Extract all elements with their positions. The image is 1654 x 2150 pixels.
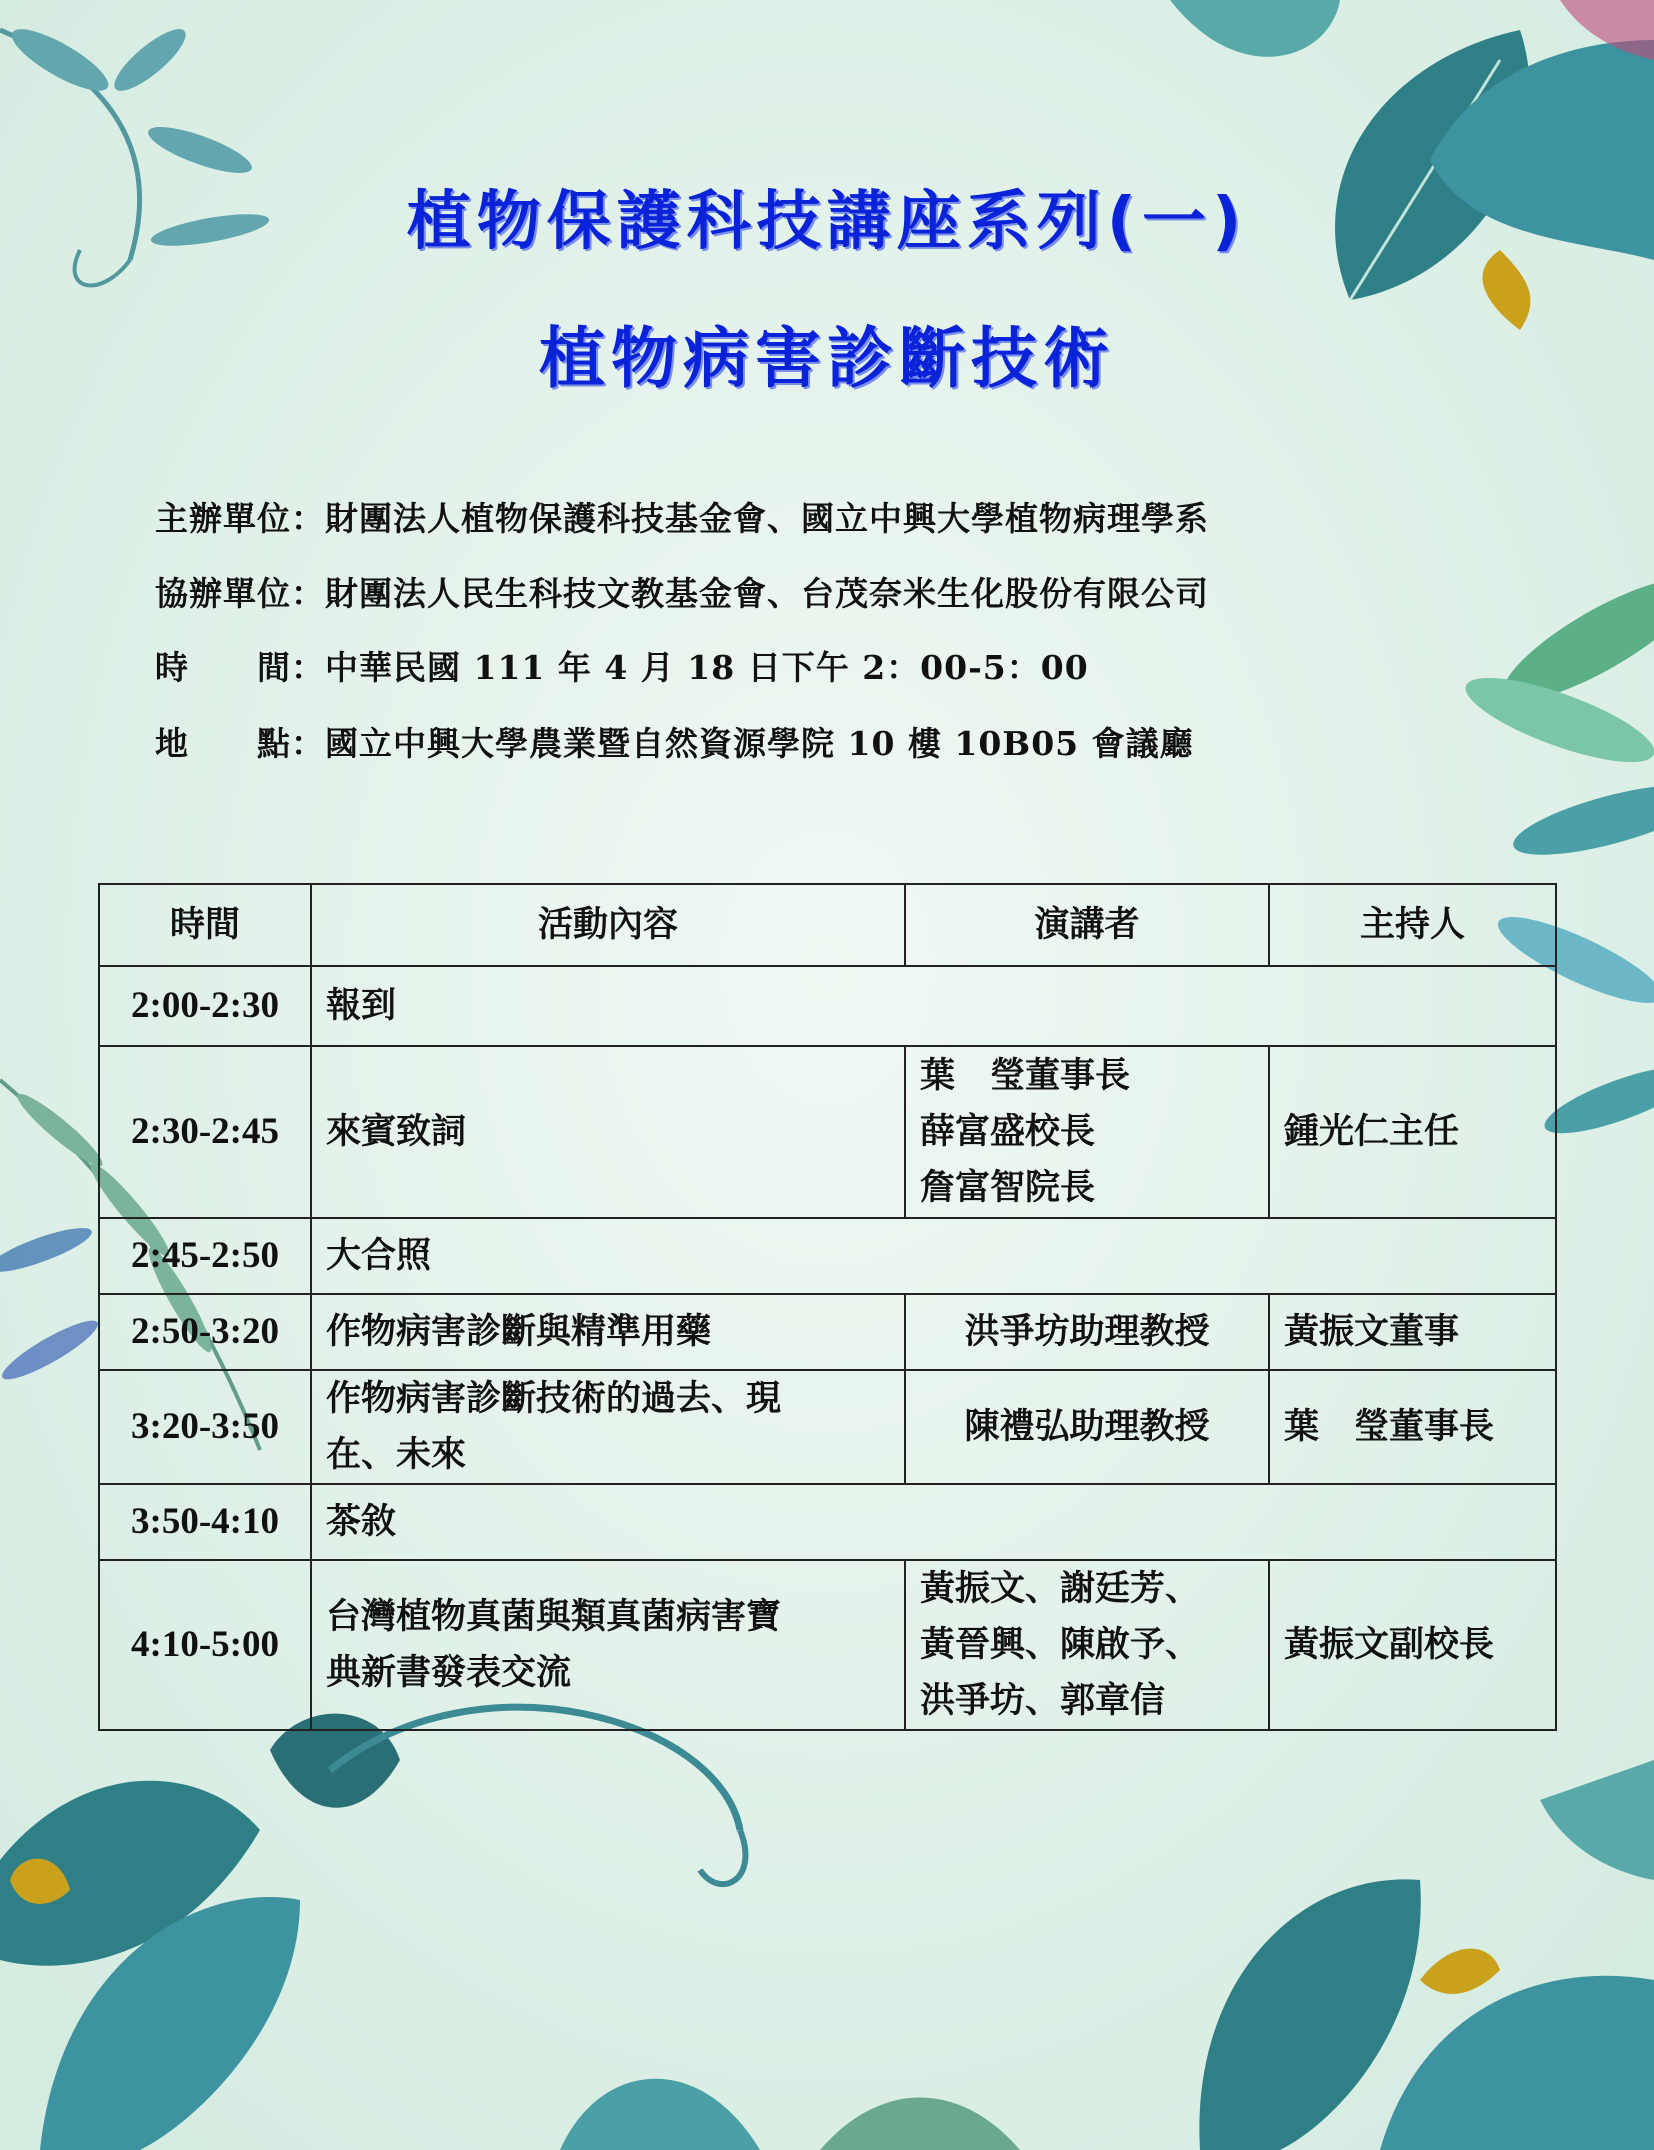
- schedule-table: [98, 883, 1557, 1731]
- header-time: 時間: [99, 884, 311, 966]
- row-activity: [311, 966, 1556, 1046]
- table-row: [99, 1560, 1556, 1730]
- table-row: [99, 1046, 1556, 1218]
- row-time: 2:30-2:45: [99, 1046, 311, 1218]
- row-speaker: [905, 1370, 1269, 1484]
- activity-line: 台灣植物真菌與類真菌病害寶: [326, 1596, 782, 1637]
- activity-line: 作物病害診斷技術的過去、現: [326, 1378, 782, 1419]
- time-row: [155, 642, 1089, 689]
- schedule-header-row: [99, 884, 1556, 966]
- time-value: 中華民國 111 年 4 月 18 日下午 2：00-5：00: [325, 648, 1089, 687]
- table-row: [99, 1370, 1556, 1484]
- organizer-row: [155, 493, 1209, 540]
- row-time: 2:45-2:50: [99, 1218, 311, 1294]
- row-time: 3:50-4:10: [99, 1484, 311, 1560]
- row-host: 黃振文董事: [1269, 1294, 1556, 1370]
- activity-line: 作物病害診斷與精準用藥: [326, 1311, 712, 1352]
- row-speaker: [905, 1560, 1269, 1730]
- speaker-line: 黃振文、謝廷芳、: [920, 1568, 1201, 1609]
- row-activity: [311, 1484, 1556, 1560]
- speaker-line: 葉 瑩董事長: [920, 1055, 1131, 1096]
- page-subtitle: 植物病害診斷技術: [539, 320, 1115, 397]
- row-speaker: [905, 1294, 1269, 1370]
- co-organizer-value: 財團法人民生科技文教基金會、台茂奈米生化股份有限公司: [325, 574, 1209, 613]
- row-activity: [311, 1218, 1556, 1294]
- organizer-label: 主辦單位：: [155, 499, 325, 538]
- header-speaker: 演講者: [905, 884, 1269, 966]
- speaker-line: 詹富智院長: [920, 1167, 1096, 1208]
- speaker-line: 陳禮弘助理教授: [964, 1406, 1210, 1447]
- row-time: 3:20-3:50: [99, 1370, 311, 1484]
- row-time: 2:50-3:20: [99, 1294, 311, 1370]
- co-organizer-row: [155, 568, 1209, 615]
- row-activity: [311, 1560, 905, 1730]
- activity-line: 茶敘: [326, 1501, 397, 1542]
- row-speaker: [905, 1046, 1269, 1218]
- table-row: [99, 1484, 1556, 1560]
- speaker-line: 洪爭坊助理教授: [964, 1311, 1210, 1352]
- activity-line: 報到: [326, 985, 397, 1026]
- row-activity: [311, 1046, 905, 1218]
- row-activity: [311, 1294, 905, 1370]
- row-time: 2:00-2:30: [99, 966, 311, 1046]
- row-host: 葉 瑩董事長: [1269, 1370, 1556, 1484]
- row-activity: [311, 1370, 905, 1484]
- speaker-line: 黃晉興、陳啟予、: [920, 1624, 1201, 1665]
- co-organizer-label: 協辦單位：: [155, 574, 325, 613]
- location-label: 地 點：: [155, 724, 325, 763]
- activity-line: 典新書發表交流: [326, 1652, 572, 1693]
- table-row: [99, 1294, 1556, 1370]
- time-label: 時 間：: [155, 648, 325, 687]
- header-host: 主持人: [1269, 884, 1556, 966]
- organizer-value: 財團法人植物保護科技基金會、國立中興大學植物病理學系: [325, 499, 1209, 538]
- location-value: 國立中興大學農業暨自然資源學院 10 樓 10B05 會議廳: [325, 724, 1194, 763]
- activity-line: 在、未來: [326, 1434, 467, 1475]
- table-row: [99, 1218, 1556, 1294]
- page-title: 植物保護科技講座系列(一): [406, 185, 1248, 259]
- table-row: [99, 966, 1556, 1046]
- row-time: 4:10-5:00: [99, 1560, 311, 1730]
- location-row: [155, 718, 1194, 765]
- activity-line: 大合照: [326, 1235, 432, 1276]
- header-activity: 活動內容: [311, 884, 905, 966]
- activity-line: 來賓致詞: [326, 1111, 467, 1152]
- row-host: 黃振文副校長: [1269, 1560, 1556, 1730]
- row-host: 鍾光仁主任: [1269, 1046, 1556, 1218]
- speaker-line: 洪爭坊、郭章信: [920, 1680, 1166, 1721]
- speaker-line: 薛富盛校長: [920, 1111, 1096, 1152]
